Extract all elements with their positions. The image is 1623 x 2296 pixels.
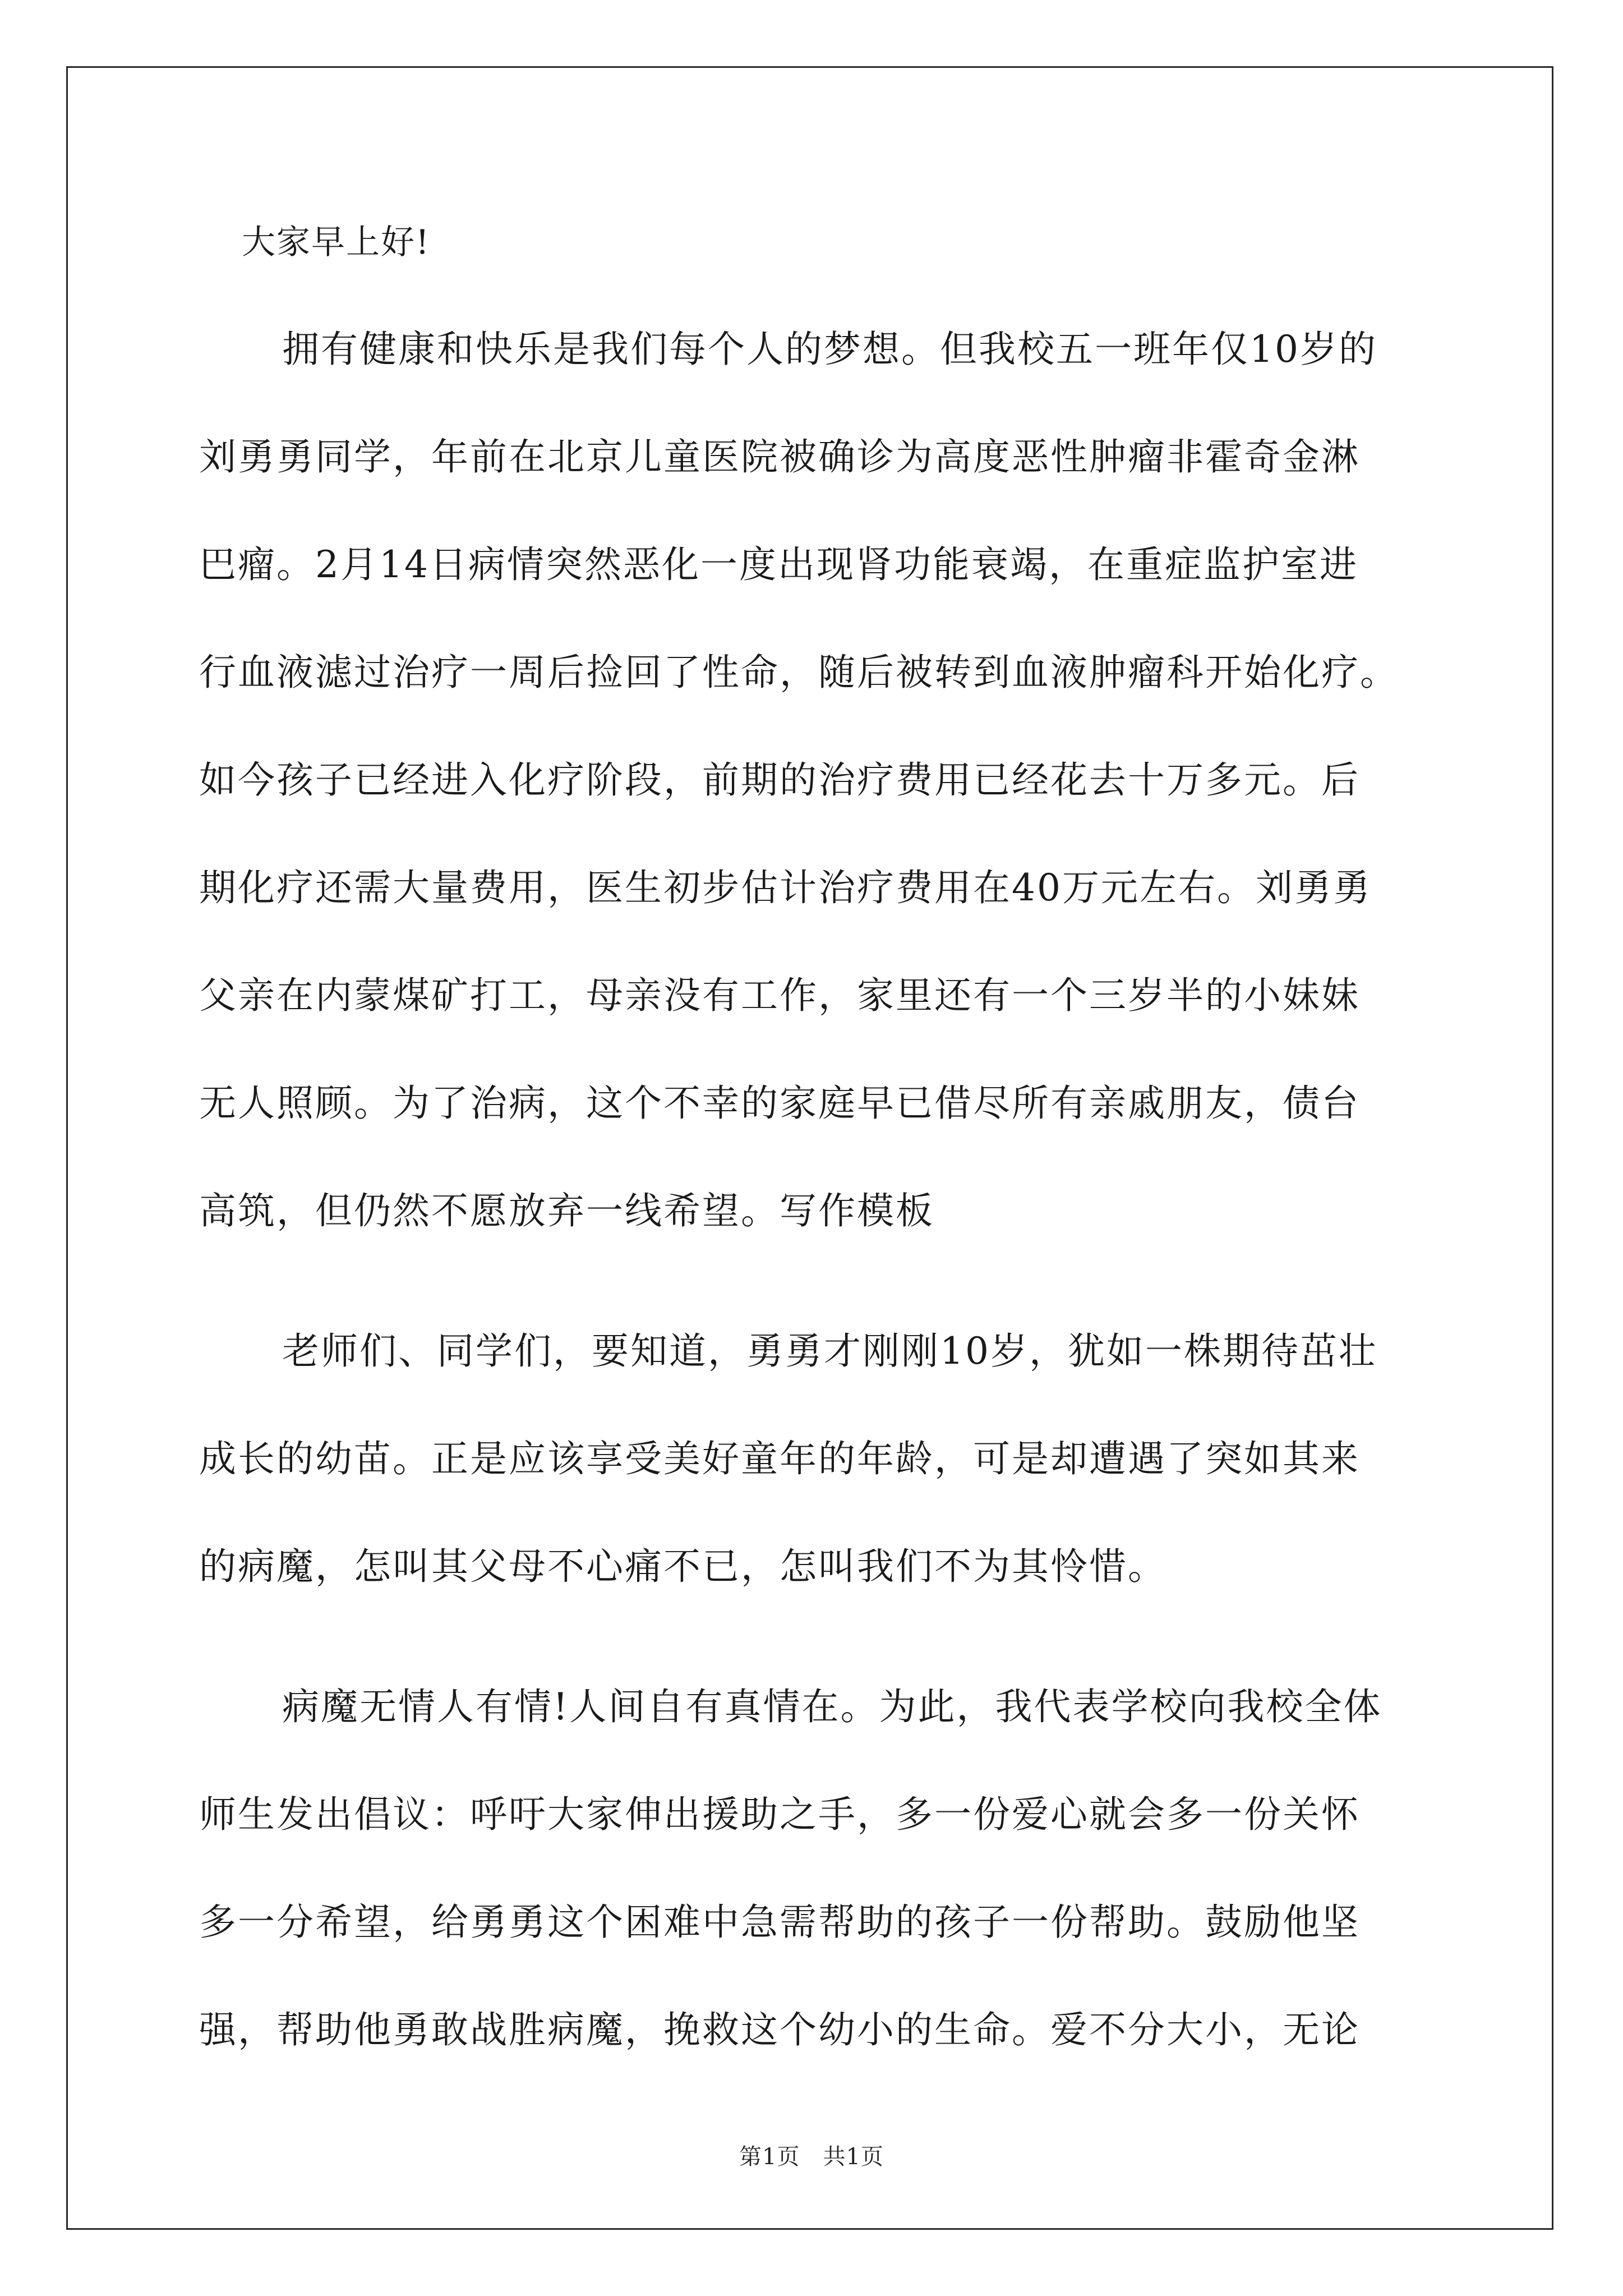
- paragraph-line: 父亲在内蒙煤矿打工，母亲没有工作，家里还有一个三岁半的小妹妹: [199, 974, 1360, 1017]
- paragraph-line: 多一分希望，给勇勇这个困难中急需帮助的孩子一份帮助。鼓励他坚: [199, 1901, 1360, 1944]
- paragraph-line: 巴瘤。2月14日病情突然恶化一度出现肾功能衰竭，在重症监护室进: [199, 543, 1358, 586]
- paragraph-line: 病魔无情人有情!人间自有真情在。为此，我代表学校向我校全体: [282, 1685, 1382, 1728]
- paragraph-line: 成长的幼苗。正是应该享受美好童年的年龄，可是却遭遇了突如其来: [199, 1437, 1360, 1480]
- page-number-footer: 第1页 共1页: [739, 2144, 884, 2170]
- paragraph-line: 如今孩子已经进入化疗阶段，前期的治疗费用已经花去十万多元。后: [199, 758, 1360, 802]
- document-body: [199, 222, 1430, 2116]
- paragraph-line: 期化疗还需大量费用，医生初步估计治疗费用在40万元左右。刘勇勇: [199, 866, 1372, 909]
- paragraph-line: 行血液滤过治疗一周后捡回了性命，随后被转到血液肿瘤科开始化疗。: [199, 651, 1399, 694]
- paragraph-line: 老师们、同学们，要知道，勇勇才刚刚10岁，犹如一株期待茁壮: [282, 1329, 1377, 1373]
- paragraph-3: [199, 1653, 1430, 2084]
- paragraph-line: 无人照顾。为了治病，这个不幸的家庭早已借尽所有亲戚朋友，债台: [199, 1082, 1360, 1125]
- paragraph-line: 刘勇勇同学，年前在北京儿童医院被确诊为高度恶性肿瘤非霍奇金淋: [199, 435, 1360, 478]
- paragraph-line: 拥有健康和快乐是我们每个人的梦想。但我校五一班年仅10岁的: [282, 328, 1377, 371]
- greeting: 大家早上好!: [242, 223, 431, 262]
- paragraph-line: 的病魔，怎叫其父母不心痛不已，怎叫我们不为其怜惜。: [199, 1545, 1166, 1588]
- paragraph-line: 高筑，但仍然不愿放弃一线希望。写作模板: [199, 1189, 934, 1232]
- paragraph-line: 师生发出倡议：呼吁大家伸出援助之手，多一份爱心就会多一份关怀: [199, 1793, 1360, 1836]
- paragraph-line: 强，帮助他勇敢战胜病魔，挽救这个幼小的生命。爱不分大小，无论: [199, 2008, 1360, 2051]
- paragraph-1: [199, 296, 1430, 1265]
- paragraph-2: [199, 1297, 1430, 1621]
